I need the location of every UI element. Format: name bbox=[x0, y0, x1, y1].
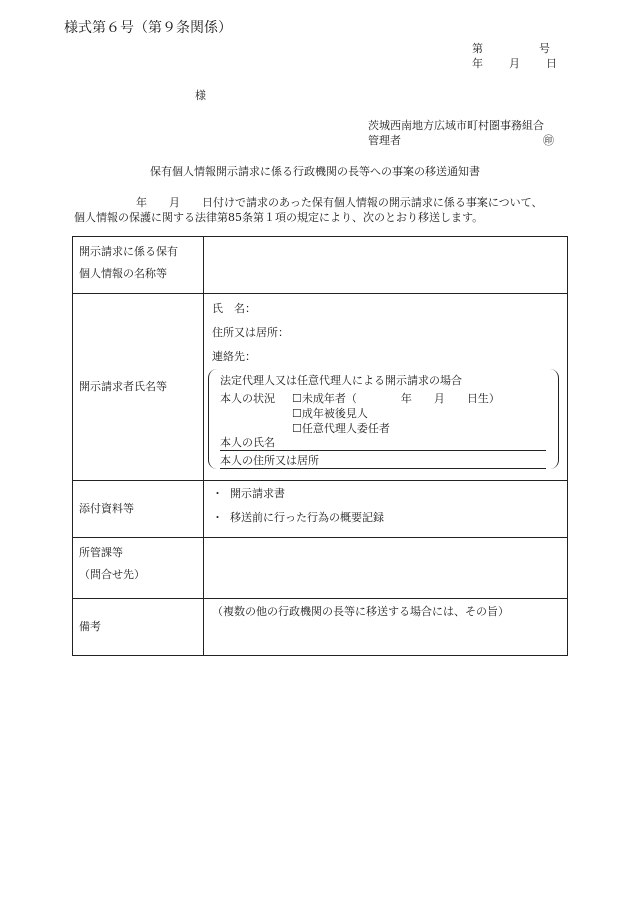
attachment-item: 移送前に行った行為の概要記録 bbox=[230, 511, 384, 524]
body-line-1: 年 月 日付けで請求のあった保有個人情報の開示請求に係る事案について、 bbox=[136, 196, 543, 209]
date-day: 日 bbox=[546, 57, 557, 70]
date-year: 年 bbox=[472, 57, 483, 70]
requester-name-label: 氏 名： bbox=[212, 302, 256, 315]
row-label-department: 所管課等 （問合せ先） bbox=[73, 538, 204, 599]
organization-name: 茨城西南地方広域市町村圏事務組合 bbox=[368, 119, 544, 132]
number-label-suffix: 号 bbox=[539, 42, 550, 55]
manager-label: 管理者 bbox=[368, 134, 401, 147]
row-label-info-name: 開示請求に係る保有 個人情報の名称等 bbox=[73, 237, 204, 294]
table-row bbox=[73, 599, 568, 656]
principal-status-label: 本人の状況 bbox=[220, 392, 275, 405]
principal-name-line: 本人の氏名 bbox=[220, 436, 546, 451]
row-label-requester: 開示請求者氏名等 bbox=[73, 294, 204, 481]
principal-address-line: 本人の住所又は居所 bbox=[220, 454, 546, 469]
option-minor: ☐未成年者（ 年 月 日生） bbox=[292, 392, 500, 405]
document-date bbox=[472, 55, 557, 71]
proxy-title: 法定代理人又は任意代理人による開示請求の場合 bbox=[220, 374, 462, 387]
requester-address-label: 住所又は居所： bbox=[212, 326, 289, 339]
body-line-2: 個人情報の保護に関する法律第85条第１項の規定により、次のとおり移送します。 bbox=[74, 211, 484, 224]
requester-contact-label: 連絡先： bbox=[212, 350, 256, 363]
document-number bbox=[472, 40, 550, 56]
department-cell bbox=[204, 538, 568, 599]
option-voluntary-agent: ☐任意代理人委任者 bbox=[292, 422, 390, 435]
info-name-cell bbox=[204, 237, 568, 294]
table-row bbox=[73, 481, 568, 538]
attachment-item: 開示請求書 bbox=[230, 487, 285, 500]
remarks-text: （複数の他の行政機関の長等に移送する場合には、その旨） bbox=[212, 605, 509, 618]
transfer-table bbox=[72, 236, 568, 656]
bullet-icon: ・ bbox=[212, 487, 223, 500]
number-label-prefix: 第 bbox=[472, 42, 483, 55]
date-month: 月 bbox=[509, 57, 520, 70]
requester-cell bbox=[204, 294, 568, 481]
table-row bbox=[73, 237, 568, 294]
form-number: 様式第６号（第９条関係） bbox=[64, 20, 232, 36]
document-title: 保有個人情報開示請求に係る行政機関の長等への事案の移送通知書 bbox=[150, 165, 480, 178]
remarks-cell bbox=[204, 599, 568, 656]
row-label-remarks: 備考 bbox=[73, 599, 204, 656]
table-row bbox=[73, 538, 568, 599]
option-adult-ward: ☐成年被後見人 bbox=[292, 407, 368, 420]
table-row bbox=[73, 294, 568, 481]
seal-mark: ㊞ bbox=[543, 134, 554, 147]
attachments-cell bbox=[204, 481, 568, 538]
addressee: 様 bbox=[195, 89, 206, 102]
row-label-attachments: 添付資料等 bbox=[73, 481, 204, 538]
manager-line bbox=[368, 132, 554, 148]
bullet-icon: ・ bbox=[212, 511, 223, 524]
